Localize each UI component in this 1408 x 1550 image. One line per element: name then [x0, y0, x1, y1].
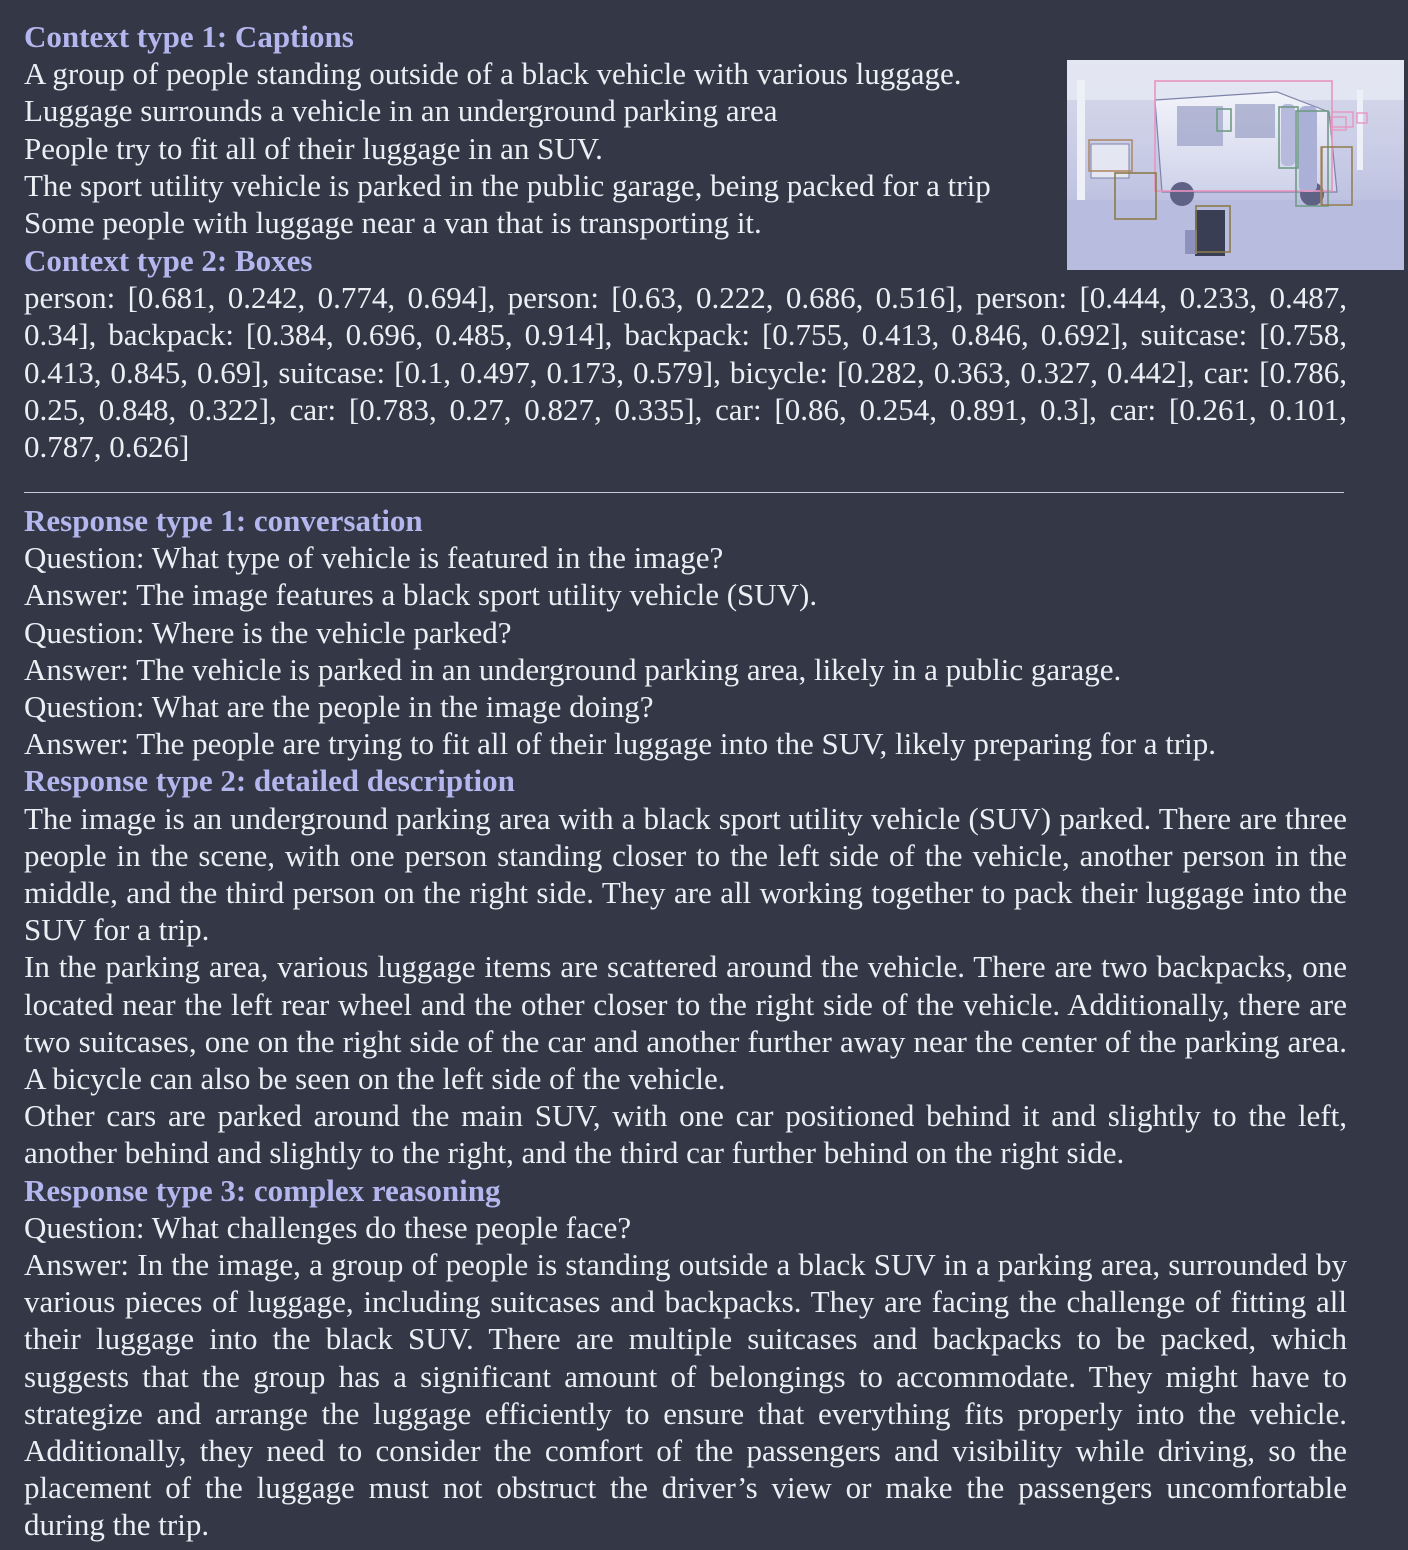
caption-line: People try to fit all of their luggage in an SUV.: [24, 130, 603, 166]
garage-pillar: [1077, 80, 1085, 200]
person-figure: [1281, 104, 1295, 166]
conversation-line: Question: What type of vehicle is featured in the image?: [24, 540, 724, 576]
description-paragraph: The image is an underground parking area with a black sport utility vehicle (SUV) parked. There are three people in the scene, with one person standing closer to the left side of the vehicle, another person in the middle, and the third person on the right side. They are all working together to pack their luggage into the SUV for a trip.: [24, 800, 1347, 948]
conversation-line: Answer: The vehicle is parked in an underground parking area, likely in a public garage.: [24, 651, 1122, 687]
reasoning-answer: Answer: In the image, a group of people is standing outside a black SUV in a parking area, surrounded by various pieces of luggage, including suitcases and backpacks. They are facing the challenge of fitting all their luggage into the black SUV. There are multiple suitcases and backpacks to be packed, which suggests that the group has a significant amount of belongings to accommodate. They might have to strategize and arrange the luggage efficiently to ensure that everything fits properly into the vehicle. Additionally, they need to consider the comfort of the passengers and visibility while driving, so the placement of the luggage must not obstruct the driver’s view or make the passengers uncomfortable during the trip.: [24, 1247, 1347, 1543]
conversation-line: Question: What are the people in the image doing?: [24, 689, 654, 725]
context-captions-section: [24, 18, 991, 241]
reasoning-question: Question: What challenges do these people face?: [24, 1209, 632, 1245]
suv-window: [1177, 106, 1223, 146]
suv-window: [1235, 104, 1275, 138]
garage-ceiling: [1067, 60, 1404, 100]
context-captions-heading: Context type 1: Captions: [24, 19, 354, 54]
response-description-heading: Response type 2: detailed description: [24, 763, 515, 799]
suv-wheel: [1170, 182, 1194, 206]
context-boxes-heading: Context type 2: Boxes: [24, 243, 313, 278]
person-figure: [1299, 106, 1317, 192]
scene-thumbnail-image: [1067, 60, 1404, 270]
conversation-line: Question: Where is the vehicle parked?: [24, 614, 512, 650]
description-paragraph: In the parking area, various luggage items are scattered around the vehicle. There are two backpacks, one located near the left rear wheel and the other closer to the right side of the vehicle. Additionally, there are two suitcases, one on the right side of the car and another further away near the center of the parking area. A bicycle can also be seen on the left side of the vehicle.: [24, 949, 1347, 1097]
caption-line: Some people with luggage near a van that is transporting it.: [24, 205, 762, 241]
context-boxes-section: [24, 242, 1347, 465]
section-divider: [24, 492, 1344, 493]
scene-thumbnail-svg: [1067, 60, 1404, 270]
caption-line: A group of people standing outside of a black vehicle with various luggage.: [24, 56, 962, 92]
response-reasoning-heading: Response type 3: complex reasoning: [24, 1172, 501, 1208]
boxes-text: person: [0.681, 0.242, 0.774, 0.694], person: [0.63, 0.222, 0.686, 0.516], person: [0.444, 0.233, 0.487, 0.34], backpack: [0.384, 0.696, 0.485, 0.914], backpack: [0.755, 0.413, 0.846, 0.692], suitcase: [0.758, 0.413, 0.845, 0.69], suitcase: [0.1, 0.497, 0.173, 0.579], bicycle: [0.282, 0.363, 0.327, 0.442], car: [0.786, 0.25, 0.848, 0.322], car: [0.783, 0.27, 0.827, 0.335], car: [0.86, 0.254, 0.891, 0.3], car: [0.261, 0.101, 0.787, 0.626]: [24, 280, 1347, 465]
conversation-line: Answer: The image features a black sport utility vehicle (SUV).: [24, 577, 818, 613]
conversation-line: Answer: The people are trying to fit all of their luggage into the SUV, likely preparing for a trip.: [24, 726, 1217, 762]
garage-pillar: [1357, 90, 1363, 170]
response-conversation-heading: Response type 1: conversation: [24, 503, 423, 538]
description-paragraph: Other cars are parked around the main SUV, with one car positioned behind it and slightly to the left, another behind and slightly to the right, and the third car further behind on the right side.: [24, 1098, 1347, 1171]
responses-section: [24, 502, 1347, 1544]
caption-line: Luggage surrounds a vehicle in an underground parking area: [24, 93, 778, 129]
caption-line: The sport utility vehicle is parked in the public garage, being packed for a trip: [24, 167, 991, 203]
